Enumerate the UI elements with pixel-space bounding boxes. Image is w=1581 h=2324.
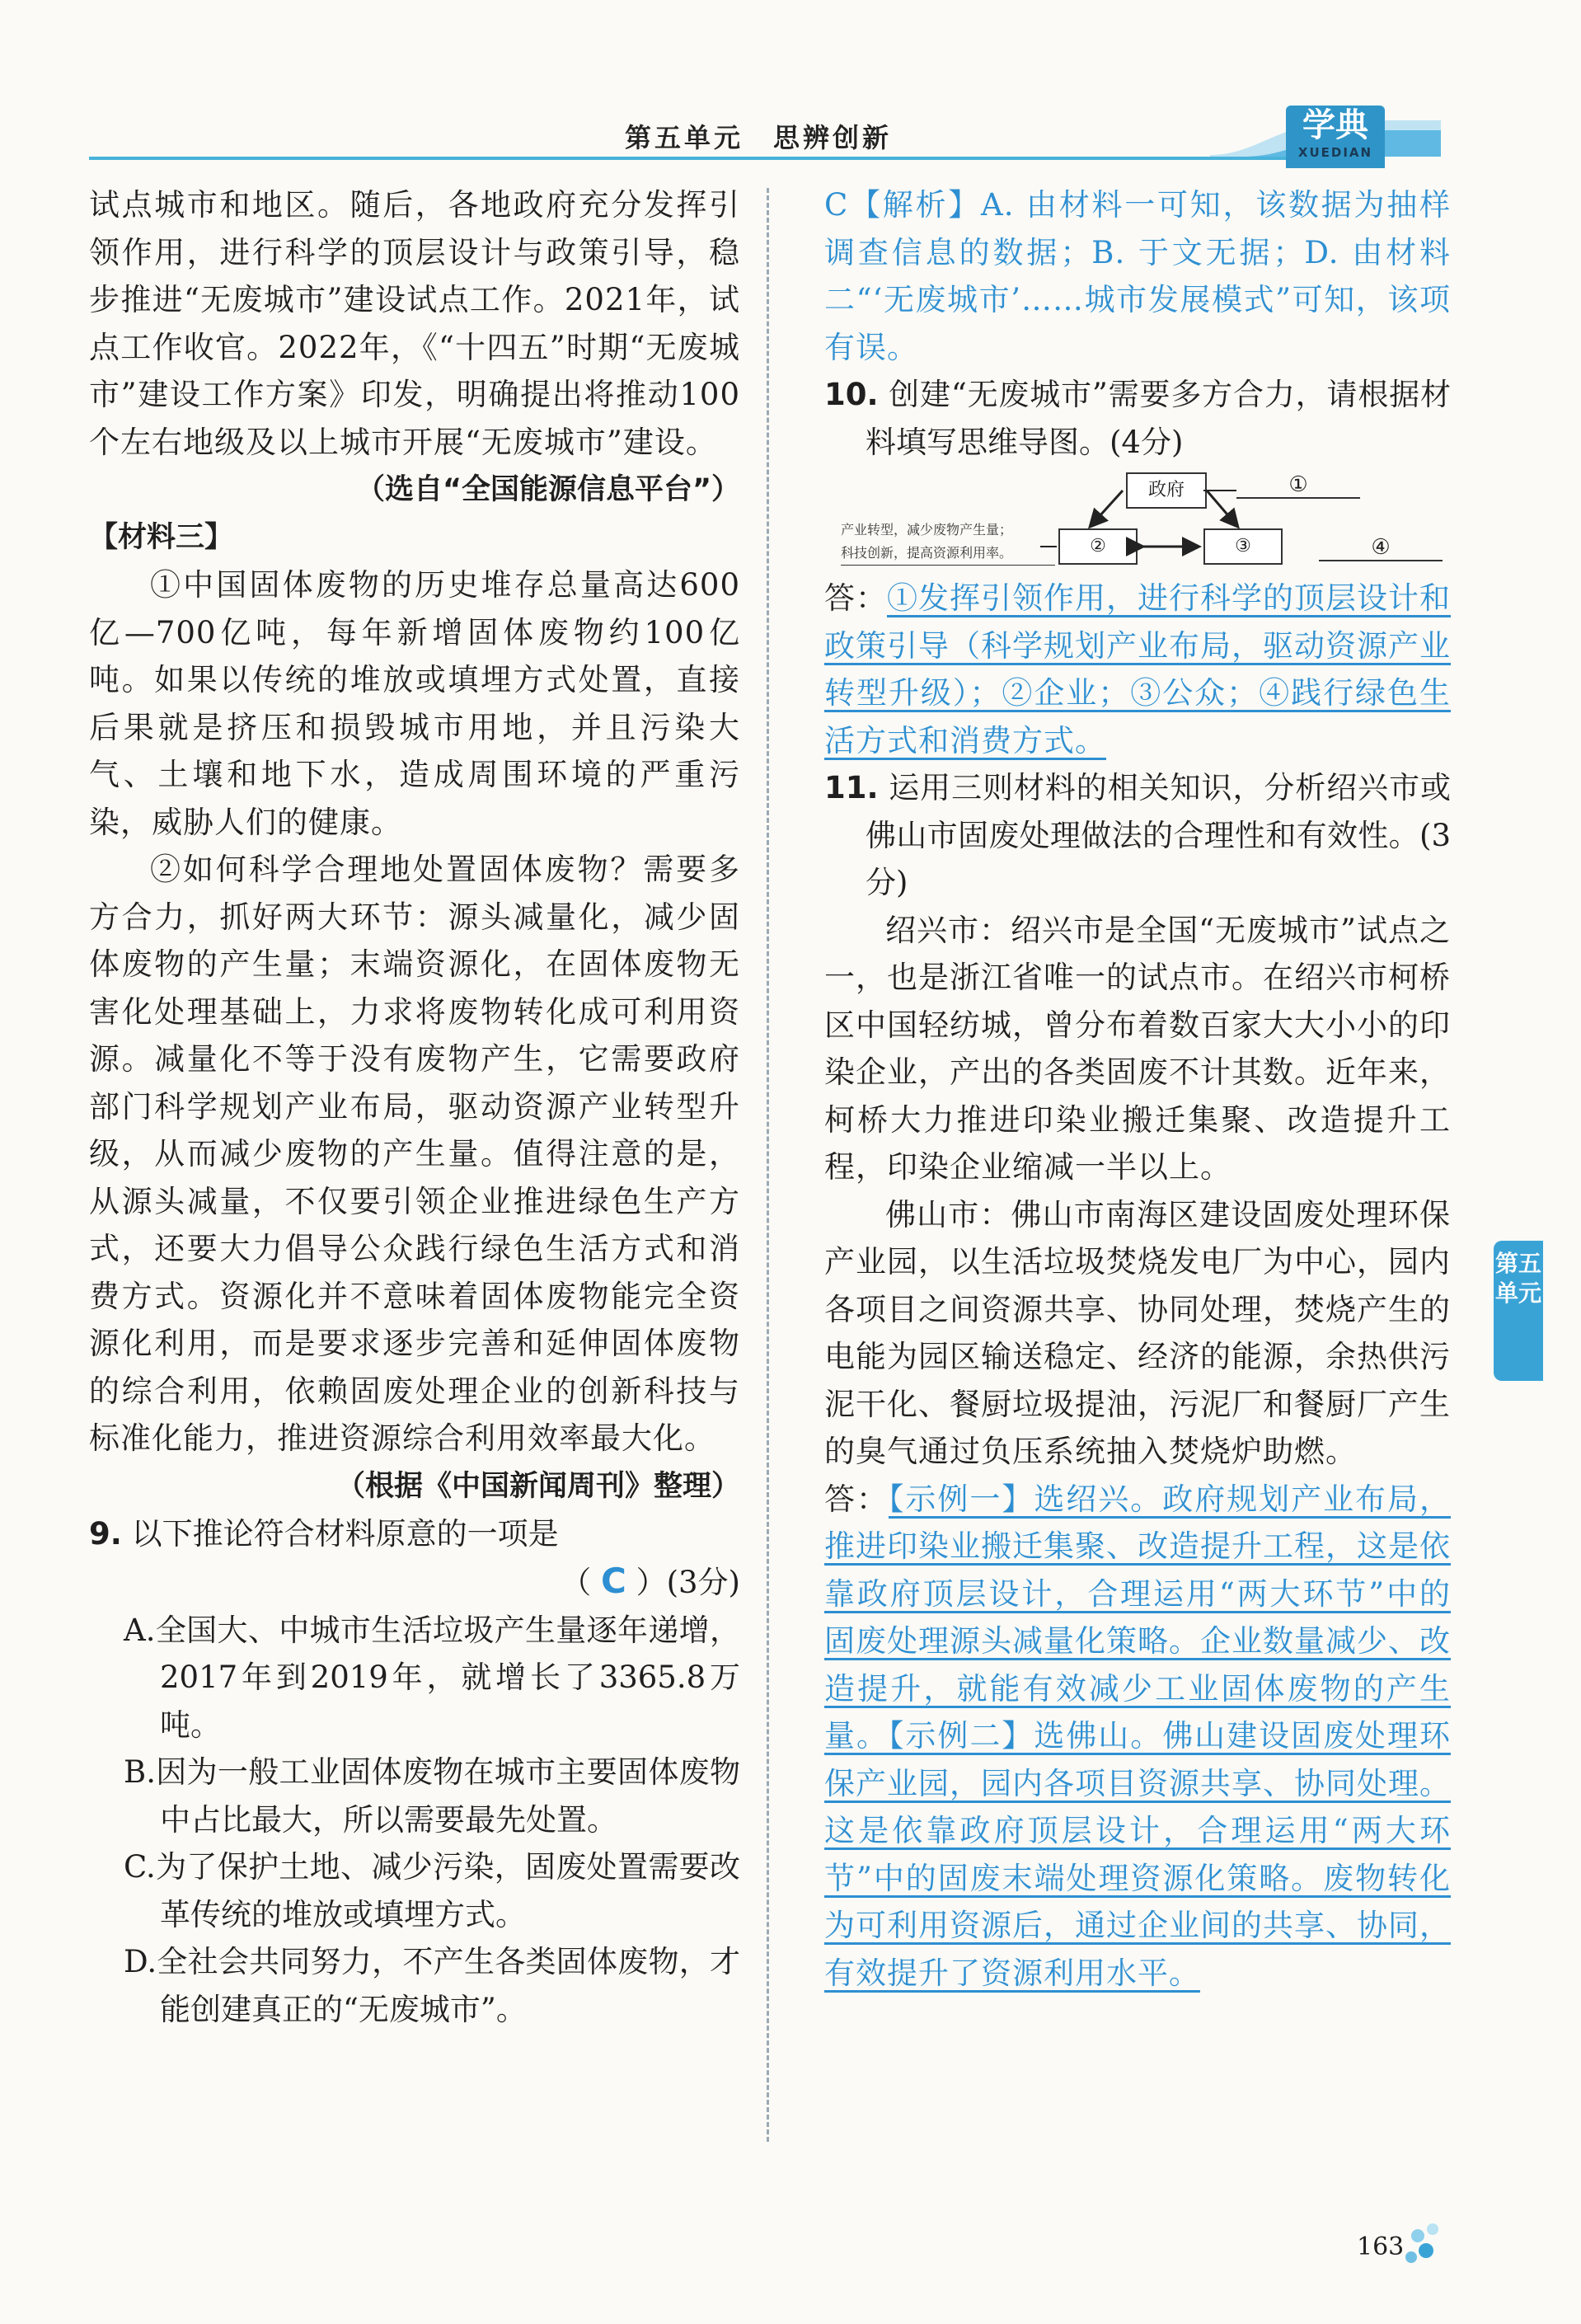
- question-9: 9. 以下推论符合材料原意的一项是: [89, 1515, 559, 1552]
- material3-paragraph-2: ②如何科学合理地处置固体废物？需要多方合力，抓好两大环节：源头减量化，减少固体废物的产生量；末端资源化，在固体废物无害化处理基础上，力求将废物转化成可利用资源。减量化不等于没有废物产生，它需要政府部门科学规划产业布局，驱动资源产业转型升级，从而减少废物的产生量。值得注意的是，从源头减量，不仅要引领企业推进绿色生产方式，还要大力倡导公众践行绿色生活方式和消费方式。资源化并不意味着固体废物能完全资源化利用，而是要求逐步完善和延伸固体废物的综合利用，依赖固废处理企业的创新科技与标准化能力，推进资源综合利用效率最大化。: [89, 852, 740, 1456]
- question-9-answer: C: [600, 1561, 626, 1601]
- page-number: 163: [1357, 2232, 1405, 2261]
- question-10: 10. 创建“无废城市”需要多方合力，请根据材料填写思维导图。(4分): [824, 377, 1451, 460]
- question-11: 11. 运用三则材料的相关知识，分析绍兴市或佛山市固废处理做法的合理性和有效性。(3分): [824, 770, 1452, 900]
- source-citation: （选自“全国能源信息平台”）: [355, 473, 740, 506]
- unit-side-tab: 第五单元: [1494, 1241, 1543, 1381]
- option-b: B.因为一般工业固体废物在城市主要固体废物中占比最大，所以需要最先处置。: [124, 1754, 740, 1838]
- diagram-blank-4: ④: [1319, 535, 1443, 561]
- brand-logo: 学典 XUEDIAN: [1286, 106, 1385, 168]
- diagram-box-3: ③: [1203, 528, 1283, 565]
- question-10-answer: 答：①发挥引领作用，进行科学的顶层设计和政策引导（科学规划产业布局，驱动资源产业转型升级）；②企业；③公众；④践行绿色生活方式和消费方式。: [824, 580, 1451, 758]
- question-9-analysis: C【解析】A. 由材料一可知，该数据为抽样调查信息的数据；B. 于文无据；D. 由材料二“‘无废城市’……城市发展模式”可知，该项有误。: [824, 187, 1451, 365]
- corner-dots-decoration: [1401, 2218, 1451, 2284]
- option-a: A.全国大、中城市生活垃圾产生量逐年递增，2017年到2019年，就增长了3365.8万吨。: [124, 1612, 740, 1743]
- diagram-note: 产业转型，减少废物产生量； 科技创新，提高资源利用率。: [841, 519, 1055, 566]
- right-column: [824, 181, 1451, 1997]
- shaoxing-paragraph: 绍兴市：绍兴市是全国“无废城市”试点之一，也是浙江省唯一的试点市。在绍兴市柯桥区中国轻纺城，曾分布着数百家大大小小的印染企业，产出的各类固废不计其数。近年来，柯桥大力推进印染业搬迁集聚、改造提升工程，印染企业缩减一半以上。: [824, 912, 1451, 1185]
- material2-paragraph: 试点城市和地区。随后，各地政府充分发挥引领作用，进行科学的顶层设计与政策引导，稳步推进“无废城市”建设试点工作。2021年，试点工作收官。2022年，《“十四五”时期“无废城市”建设工作方案》印发，明确提出将推动100个左右地级及以上城市开展“无废城市”建设。: [89, 187, 740, 460]
- column-divider: [767, 188, 769, 2142]
- question-9-answer-slot: （ C ）(3分): [561, 1561, 740, 1601]
- diagram-box-2: ②: [1058, 528, 1138, 565]
- mind-map-diagram: [824, 471, 1451, 570]
- option-d: D.全社会共同努力，不产生各类固体废物，才能创建真正的“无废城市”。: [124, 1944, 740, 2027]
- question-11-answer: 答：【示例一】选绍兴。政府规划产业布局，推进印染业搬迁集聚、改造提升工程，这是依靠政府顶层设计，合理运用“两大环节”中的固废处理源头减量化策略。企业数量减少、改造提升，就能有效减少工业固体废物的产生量。【示例二】选佛山。佛山建设固废处理环保产业园，园内各项目资源共享、协同处理。这是依靠政府顶层设计，合理运用“两大环节”中的固废末端处理资源化策略。废物转化为可利用资源后，通过企业间的共享、协同，有效提升了资源利用水平。: [824, 1481, 1452, 1991]
- diagram-government-box: 政府: [1126, 472, 1207, 509]
- material3-label: 【材料三】: [89, 521, 234, 554]
- diagram-blank-1: ①: [1236, 472, 1360, 499]
- foshan-paragraph: 佛山市：佛山市南海区建设固废处理环保产业园，以生活垃圾焚烧发电厂为中心，园内各项目之间资源共享、协同处理，焚烧产生的电能为园区输送稳定、经济的能源，余热供污泥干化、餐厨垃圾提油，污泥厂和餐厨厂产生的臭气通过负压系统抽入焚烧炉助燃。: [824, 1196, 1451, 1469]
- material3-paragraph-1: ①中国固体废物的历史堆存总量高达600亿—700亿吨，每年新增固体废物约100亿吨。如果以传统的堆放或填埋方式处置，直接后果就是挤压和损毁城市用地，并且污染大气、土壤和地下水，造成周围环境的严重污染，威胁人们的健康。: [89, 567, 740, 840]
- page-header: [89, 114, 1441, 163]
- option-c: C.为了保护土地、减少污染，固废处置需要改革传统的堆放或填埋方式。: [124, 1849, 740, 1932]
- unit-title: 第五单元 思辨创新: [625, 122, 893, 153]
- left-column: [89, 181, 740, 2033]
- header-rule: [89, 157, 1342, 160]
- source-citation: （根据《中国新闻周刊》整理）: [335, 1469, 740, 1503]
- diagram-arrows: [824, 471, 1451, 570]
